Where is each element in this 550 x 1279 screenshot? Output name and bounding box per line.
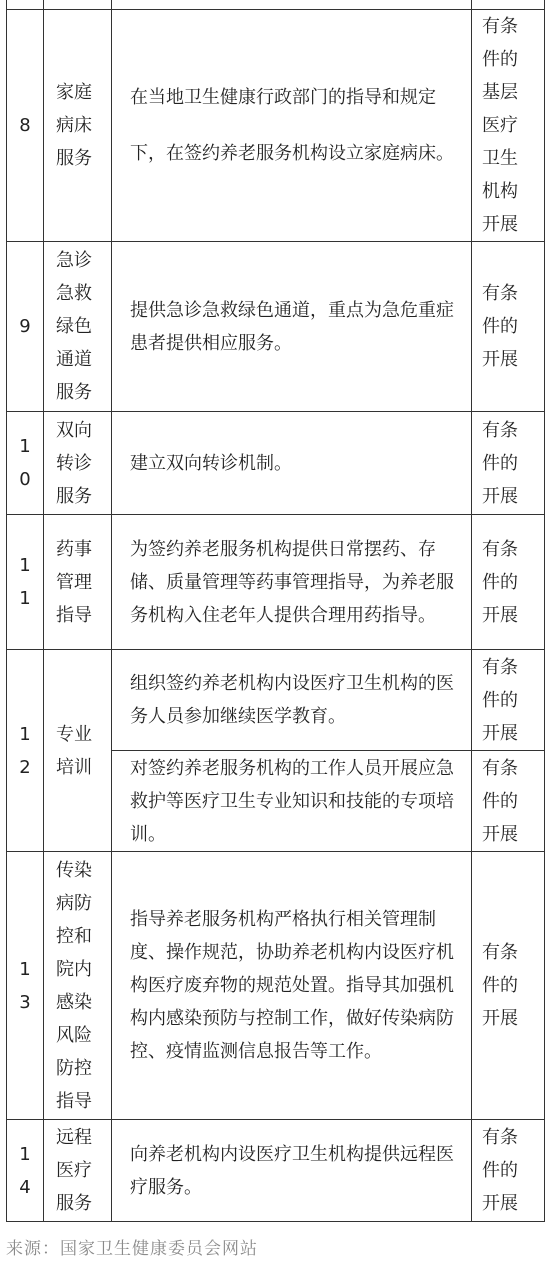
service-name: 急诊急救绿色通道服务 xyxy=(44,242,112,412)
row-number: 13 xyxy=(7,852,44,1120)
cell-empty xyxy=(7,0,44,10)
service-name: 药事管理指导 xyxy=(44,515,112,650)
service-name: 双向转诊服务 xyxy=(44,412,112,515)
row-number: 8 xyxy=(7,10,44,242)
cell-empty xyxy=(472,0,545,10)
row-number: 11 xyxy=(7,515,44,650)
service-description: 为签约养老服务机构提供日常摆药、存储、质量管理等药事管理指导，为养老服务机构入住老年人提供合理用药指导。 xyxy=(112,515,472,650)
service-note: 有条件的开展 xyxy=(472,1120,545,1222)
service-name: 传染病防控和院内感染风险防控指导 xyxy=(44,852,112,1120)
table-row xyxy=(7,412,545,515)
service-description: 提供急诊急救绿色通道，重点为急危重症患者提供相应服务。 xyxy=(112,242,472,412)
service-description: 建立双向转诊机制。 xyxy=(112,412,472,515)
service-name: 专业培训 xyxy=(44,650,112,852)
table-row xyxy=(7,242,545,412)
service-description: 在当地卫生健康行政部门的指导和规定下，在签约养老服务机构设立家庭病床。 xyxy=(112,10,472,242)
service-description: 对签约养老服务机构的工作人员开展应急救护等医疗卫生专业知识和技能的专项培训。 xyxy=(112,751,472,852)
service-note: 有条件的开展 xyxy=(472,852,545,1120)
row-number: 14 xyxy=(7,1120,44,1222)
table-row xyxy=(7,10,545,242)
service-description: 指导养老服务机构严格执行相关管理制度、操作规范，协助养老机构内设医疗机构医疗废弃物的规范处置。指导其加强机构内感染预防与控制工作，做好传染病防控、疫情监测信息报告等工作。 xyxy=(112,852,472,1120)
cell-empty xyxy=(44,0,112,10)
service-note: 有条件的基层医疗卫生机构开展 xyxy=(472,10,545,242)
service-note: 有条件的开展 xyxy=(472,242,545,412)
row-number: 9 xyxy=(7,242,44,412)
service-note: 有条件的开展 xyxy=(472,751,545,852)
table-row xyxy=(7,650,545,751)
service-note: 有条件的开展 xyxy=(472,412,545,515)
table-row-previous xyxy=(7,0,545,10)
row-number: 10 xyxy=(7,412,44,515)
service-description: 向养老机构内设医疗卫生机构提供远程医疗服务。 xyxy=(112,1120,472,1222)
table-row xyxy=(7,515,545,650)
service-table xyxy=(6,0,545,1222)
cell-empty xyxy=(112,0,472,10)
service-name: 远程医疗服务 xyxy=(44,1120,112,1222)
row-number: 12 xyxy=(7,650,44,852)
service-description: 组织签约养老机构内设医疗卫生机构的医务人员参加继续医学教育。 xyxy=(112,650,472,751)
service-note: 有条件的开展 xyxy=(472,650,545,751)
service-name: 家庭病床服务 xyxy=(44,10,112,242)
table-row xyxy=(7,1120,545,1222)
table-row xyxy=(7,852,545,1120)
service-note: 有条件的开展 xyxy=(472,515,545,650)
source-caption: 来源：国家卫生健康委员会网站 xyxy=(6,1239,258,1259)
